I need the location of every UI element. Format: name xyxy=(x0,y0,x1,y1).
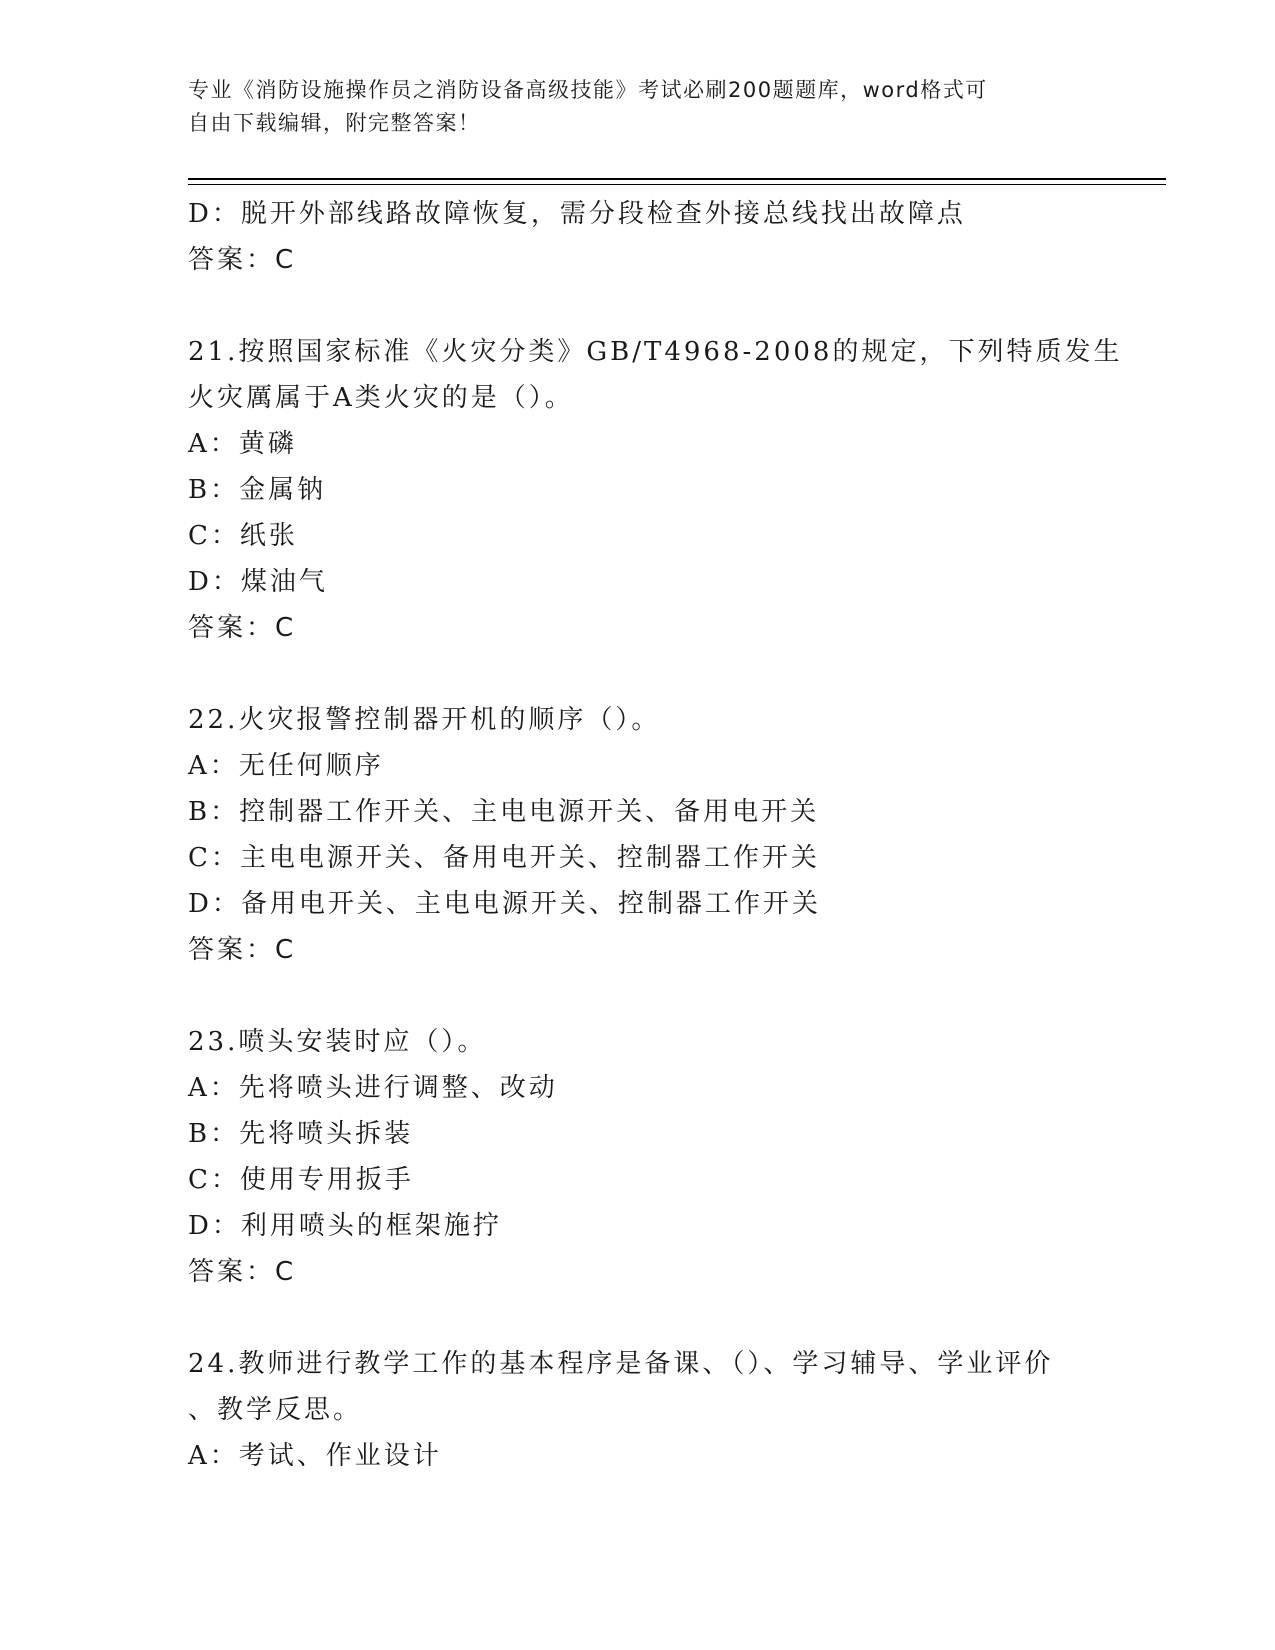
q21-option-c: C：纸张 xyxy=(188,521,298,551)
q23-stem: 23.喷头安装时应（）。 xyxy=(188,1027,487,1057)
q22-option-d: D：备用电开关、主电电源开关、控制器工作开关 xyxy=(188,889,821,919)
document-header xyxy=(188,74,1068,140)
q21-answer: 答案：C xyxy=(188,613,297,643)
q22-answer: 答案：C xyxy=(188,935,297,965)
header-rule-bottom xyxy=(188,184,1166,185)
q21-option-b: B：金属钠 xyxy=(188,475,327,505)
question-list xyxy=(188,191,1123,1479)
header-line-1: 专业《消防设施操作员之消防设备高级技能》考试必刷200题题库，word格式可 xyxy=(188,78,988,102)
header-line-2: 自由下载编辑，附完整答案！ xyxy=(188,111,481,135)
q21-option-a: A：黄磷 xyxy=(188,429,297,459)
spacer xyxy=(188,283,1088,329)
q21-stem-line-1: 21.按照国家标准《火灾分类》GB/T4968-2008的规定，下列特质发生 xyxy=(188,337,1123,367)
q22-option-b: B：控制器工作开关、主电电源开关、备用电开关 xyxy=(188,797,820,827)
q22-option-c: C：主电电源开关、备用电开关、控制器工作开关 xyxy=(188,843,820,873)
q23-option-c: C：使用专用扳手 xyxy=(188,1165,414,1195)
q24-stem-line-1: 24.教师进行教学工作的基本程序是备课、（）、学习辅导、学业评价 xyxy=(188,1349,1054,1379)
q22-stem: 22.火灾报警控制器开机的顺序（）。 xyxy=(188,705,661,735)
q21-option-d: D：煤油气 xyxy=(188,567,328,597)
q23-answer: 答案：C xyxy=(188,1257,297,1287)
q24-stem-line-2: 、教学反思。 xyxy=(188,1395,363,1425)
spacer xyxy=(188,1295,1088,1341)
q24-option-a: A：考试、作业设计 xyxy=(188,1441,442,1471)
header-rule-top xyxy=(188,178,1166,180)
q23-option-b: B：先将喷头拆装 xyxy=(188,1119,414,1149)
spacer xyxy=(188,651,1088,697)
q23-option-d: D：利用喷头的框架施拧 xyxy=(188,1211,502,1241)
spacer xyxy=(188,973,1088,1019)
q23-option-a: A：先将喷头进行调整、改动 xyxy=(188,1073,558,1103)
q21-stem-line-2: 火灾厲属于A类火灾的是（）。 xyxy=(188,383,574,413)
prev-option-d: D：脱开外部线路故障恢复，需分段检查外接总线找出故障点 xyxy=(188,199,966,229)
prev-answer: 答案：C xyxy=(188,245,297,275)
q22-option-a: A：无任何顺序 xyxy=(188,751,384,781)
